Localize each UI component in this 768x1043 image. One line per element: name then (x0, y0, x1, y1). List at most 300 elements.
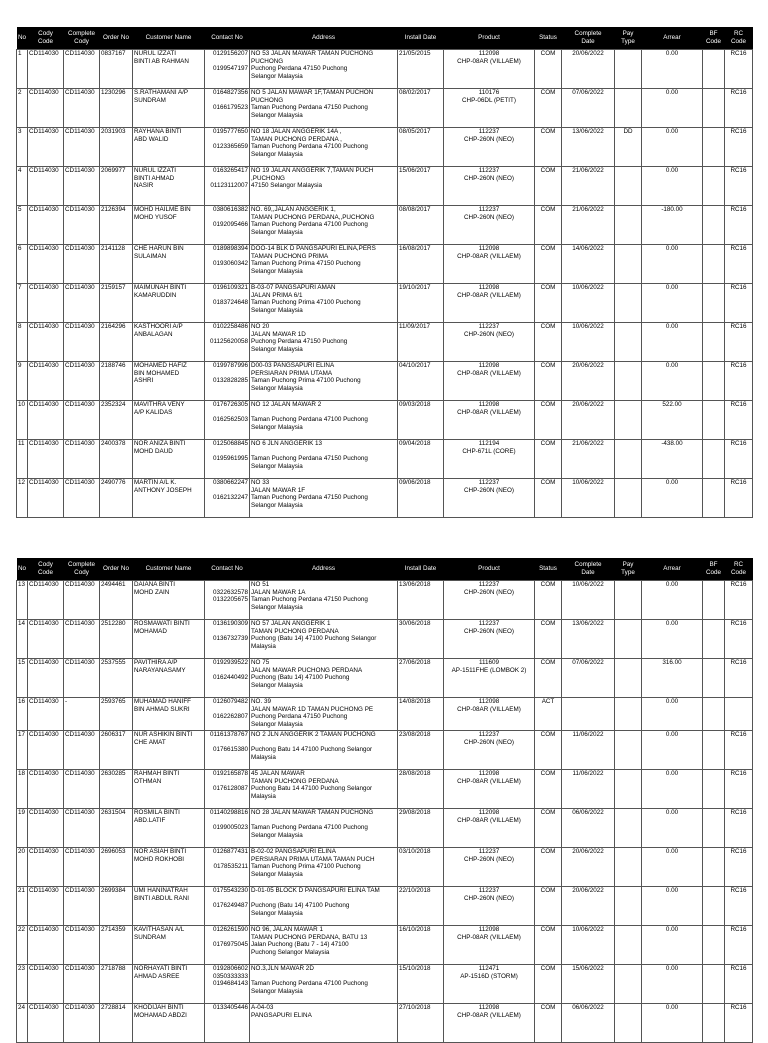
address-line (251, 409, 396, 417)
contact-number-line (206, 895, 248, 903)
address-line: Selangor Malaysia (251, 832, 303, 840)
table-row (17, 440, 753, 479)
address-line: B-02-02 PANGSAPURI ELINA (251, 848, 336, 855)
product-cell (444, 206, 535, 245)
customer-name-line: NOR ASIAH BINTI (134, 848, 187, 855)
product-line: 110176 (478, 89, 500, 96)
status-cell: COM (535, 887, 562, 926)
rc-code-cell: RC16 (725, 809, 753, 848)
rc-code-cell: RC16 (725, 479, 753, 518)
customer-name-cell (133, 401, 205, 440)
contact-number-line (206, 667, 248, 675)
pay-type-cell (615, 1004, 642, 1043)
pay-type-cell (615, 245, 642, 284)
complete-date-cell: 20/06/2022 (562, 887, 615, 926)
customer-name-line: NURUL IZZATI (134, 167, 176, 174)
complete-cody-cell: CD114030 (64, 809, 100, 848)
rc-code-cell: RC16 (725, 659, 753, 698)
product-line: 112098 (478, 926, 500, 933)
contact-number-line (206, 175, 248, 183)
customer-name-line: MOHAMAD ABDZI (134, 1011, 187, 1019)
arrear-cell: 0.00 (642, 284, 703, 323)
address-line: TAMAN PUCHONG PERDANA,,PUCHONG (251, 213, 375, 221)
contact-number-line: 0176975045 (212, 941, 248, 949)
install-date-cell: 08/02/2017 (398, 89, 444, 128)
complete-cody-cell: CD114030 (64, 1004, 100, 1043)
pay-type-cell (615, 167, 642, 206)
cody-code-cell: CD114030 (28, 440, 64, 479)
address-line: Taman Puchong Perdana 47100 Puchong (251, 221, 368, 229)
column-header-text: Code (705, 569, 722, 576)
order-number-cell: 2159157 (100, 284, 133, 323)
contact-number-line: 0178535211 (213, 863, 248, 871)
column-header-text: Complete (574, 30, 602, 38)
column-header (133, 558, 205, 581)
customer-name-cell (133, 770, 205, 809)
bf-code-cell (703, 926, 725, 965)
column-header (642, 558, 703, 581)
customer-name-cell (133, 965, 205, 1004)
customer-name-cell (133, 89, 205, 128)
address-line: NO. 69,,JALAN ANGGERIK 1, (251, 206, 336, 213)
arrear-cell: 0.00 (642, 926, 703, 965)
complete-cody-cell: CD114030 (64, 581, 100, 620)
address-line: NO 6 JLN ANGGERIK 13 (251, 440, 323, 447)
customer-name-line: RAYHANA BINTI (134, 128, 182, 135)
complete-date-cell: 21/06/2022 (562, 440, 615, 479)
row-number-cell: 11 (17, 440, 28, 479)
customer-name-cell (133, 323, 205, 362)
table-row (17, 89, 753, 128)
contact-number-line: 0199787996 (212, 362, 248, 369)
bf-code-cell (703, 698, 725, 731)
address-line: Puchong Selangor Malaysia (251, 949, 330, 957)
address-line: Puchong (Batu 14) 47100 Puchong Selangor (251, 635, 377, 643)
address-line: D00-03 PANGSAPURI ELINA (251, 362, 335, 369)
column-header (703, 27, 725, 50)
row-number-cell: 8 (17, 323, 28, 362)
bf-code-cell (703, 167, 725, 206)
pay-type-cell (615, 698, 642, 731)
product-line: 112098 (478, 770, 500, 777)
product-line: AP-1516D (STORM) (460, 972, 518, 980)
order-number-cell: 2164296 (100, 323, 133, 362)
customer-name-line: SULAIMAN (134, 252, 167, 260)
install-date-cell: 03/10/2018 (398, 848, 444, 887)
contact-number-line: 0162562503 (212, 416, 248, 424)
install-date-cell: 04/10/2017 (398, 362, 444, 401)
order-number-cell: 2126394 (100, 206, 133, 245)
address-cell (250, 479, 398, 518)
product-cell (444, 167, 535, 206)
product-line: 112237 (478, 128, 500, 135)
product-cell (444, 887, 535, 926)
address-line: NO 19 JALAN ANGGERIK 7,TAMAN PUCH (251, 167, 374, 174)
bf-code-cell (703, 1004, 725, 1043)
contact-number-line (206, 136, 248, 144)
row-number-cell: 17 (17, 731, 28, 770)
complete-cody-cell: CD114030 (64, 245, 100, 284)
row-number-cell: 19 (17, 809, 28, 848)
install-date-cell: 22/10/2018 (398, 887, 444, 926)
column-header-text: Customer Name (145, 565, 192, 573)
contact-number-line (206, 706, 248, 714)
address-line: PUCHONG (251, 96, 284, 104)
rc-code-cell: RC16 (725, 440, 753, 479)
complete-cody-cell: CD114030 (64, 362, 100, 401)
product-line: 112098 (478, 50, 500, 57)
address-cell (250, 50, 398, 89)
order-number-cell: 2400378 (100, 440, 133, 479)
status-cell: COM (535, 1004, 562, 1043)
rc-code-cell: RC16 (725, 926, 753, 965)
bf-code-cell (703, 731, 725, 770)
status-cell: COM (535, 965, 562, 1004)
complete-cody-cell: CD114030 (64, 128, 100, 167)
address-line: Taman Puchong Perdana 47100 Puchong (251, 143, 368, 151)
complete-date-cell: 07/06/2022 (562, 659, 615, 698)
contact-number-line: 0126079482 (212, 698, 248, 705)
column-header-text: RC (733, 30, 744, 38)
status-cell: COM (535, 848, 562, 887)
column-header-text: Order No (103, 34, 129, 42)
product-line: CHP-06DL (PETIT) (462, 96, 516, 104)
install-date-cell: 13/06/2018 (398, 581, 444, 620)
table-row (17, 284, 753, 323)
arrear-cell: 0.00 (642, 323, 703, 362)
table-row (17, 50, 753, 89)
product-line: 112237 (478, 323, 500, 330)
product-cell (444, 50, 535, 89)
contact-number-line (206, 739, 248, 747)
complete-cody-cell: CD114030 (64, 479, 100, 518)
arrear-cell: 0.00 (642, 620, 703, 659)
bf-code-cell (703, 479, 725, 518)
install-date-cell: 09/06/2018 (398, 479, 444, 518)
contact-number-line: 0176726305 (212, 401, 248, 408)
row-number-cell: 15 (17, 659, 28, 698)
order-number-cell: 2188746 (100, 362, 133, 401)
bf-code-cell (703, 848, 725, 887)
complete-date-cell: 06/06/2022 (562, 1004, 615, 1043)
column-header-text: RC (733, 561, 744, 569)
complete-cody-cell: CD114030 (64, 89, 100, 128)
product-line: 112237 (478, 479, 500, 486)
address-line: Selangor Malaysia (251, 73, 303, 81)
table-row (17, 620, 753, 659)
contact-number-line: 01161378767 (209, 731, 248, 738)
column-header-text: Address (311, 34, 336, 42)
address-line: PERSIARAN PRIMA UTAMA TAMAN PUCH (251, 855, 375, 863)
address-line: Taman Puchong Perdana 47150 Puchong (251, 104, 368, 112)
contact-number-line: 0132205675 (212, 596, 248, 604)
column-header (100, 558, 133, 581)
contact-number-line: 0166179523 (212, 104, 248, 112)
column-header (205, 27, 250, 50)
address-line: Selangor Malaysia (251, 385, 303, 393)
pay-type-cell (615, 323, 642, 362)
address-line: Selangor Malaysia (251, 307, 303, 315)
customer-name-line: KAVITHASAN A/L (134, 926, 185, 933)
row-number-cell: 18 (17, 770, 28, 809)
pay-type-cell (615, 965, 642, 1004)
product-line: CHP-08AR (VILLAEM) (457, 408, 521, 416)
column-header (17, 27, 28, 50)
product-cell (444, 362, 535, 401)
address-line: Taman Puchong Prima 47100 Puchong (251, 377, 361, 385)
address-cell (250, 167, 398, 206)
customer-name-cell (133, 245, 205, 284)
rc-code-cell: RC16 (725, 323, 753, 362)
rc-code-cell: RC16 (725, 89, 753, 128)
address-line (251, 739, 396, 747)
bf-code-cell (703, 887, 725, 926)
customer-name-cell (133, 167, 205, 206)
complete-cody-cell: CD114030 (64, 440, 100, 479)
column-header-text: Date (581, 569, 595, 576)
address-line: NO 53 JALAN MAWAR TAMAN PUCHONG (251, 50, 374, 57)
customer-name-line: NURUL IZZATI (134, 50, 176, 57)
table-row (17, 581, 753, 620)
rc-code-cell: RC16 (725, 128, 753, 167)
column-header-text: Product (478, 565, 500, 573)
install-date-cell: 14/08/2018 (398, 698, 444, 731)
address-line: JALAN MAWAR 1D TAMAN PUCHONG PE (251, 705, 374, 713)
customer-name-cell (133, 926, 205, 965)
address-line: NO 18 JALAN ANGGERIK 14A , (251, 128, 342, 135)
product-line: CHP-260N (NEO) (463, 213, 515, 221)
column-header-text: Type (621, 38, 635, 45)
rc-code-cell: RC16 (725, 284, 753, 323)
complete-date-cell: 10/06/2022 (562, 479, 615, 518)
complete-cody-cell: CD114030 (64, 206, 100, 245)
customer-name-line: ROSMAWATI BINTI (134, 620, 190, 627)
column-header-text: Product (478, 34, 500, 42)
column-header (205, 558, 250, 581)
install-date-cell: 16/08/2017 (398, 245, 444, 284)
rc-code-cell: RC16 (725, 620, 753, 659)
cody-code-cell: CD114030 (28, 206, 64, 245)
product-line: CHP-08AR (VILLAEM) (457, 1011, 521, 1019)
contact-number-line: 0195961995 (212, 455, 248, 463)
product-cell (444, 965, 535, 1004)
product-cell (444, 284, 535, 323)
row-number-cell: 24 (17, 1004, 28, 1043)
customer-name-cell (133, 887, 205, 926)
contact-number-line (206, 97, 248, 105)
customer-name-cell (133, 128, 205, 167)
address-line: Malaysia (251, 643, 276, 651)
customer-name-line: ABD WALID (134, 135, 169, 143)
column-header-text: Date (581, 38, 595, 45)
address-cell (250, 926, 398, 965)
status-cell: COM (535, 128, 562, 167)
contact-number-line (206, 448, 248, 456)
complete-cody-cell: CD114030 (64, 965, 100, 1004)
address-line: Taman Puchong Perdana 47100 Puchong (251, 416, 368, 424)
bf-code-cell (703, 401, 725, 440)
rc-code-cell: RC16 (725, 1004, 753, 1043)
address-line: Puchong Perdana 47150 Puchong (251, 65, 348, 73)
customer-name-line: MAIMUNAH BINTI (134, 284, 187, 291)
pay-type-cell (615, 731, 642, 770)
column-header-text: No (17, 34, 27, 42)
contact-number-line: 0126261590 (212, 926, 248, 933)
status-cell: COM (535, 926, 562, 965)
rc-code-cell: RC16 (725, 401, 753, 440)
contact-number-line (206, 778, 248, 786)
pay-type-cell (615, 926, 642, 965)
order-number-cell: 2490776 (100, 479, 133, 518)
address-line: TAMAN PUCHONG PRIMA (251, 252, 329, 260)
address-cell (250, 284, 398, 323)
address-cell (250, 770, 398, 809)
contact-number-cell (205, 770, 250, 809)
address-line: Selangor Malaysia (251, 346, 303, 354)
product-line: AP-1511FHE (LOMBOK 2) (451, 666, 527, 674)
cody-code-cell: CD114030 (28, 848, 64, 887)
customer-name-cell (133, 581, 205, 620)
product-line: CHP-08AR (VILLAEM) (457, 57, 521, 65)
customer-name-line: MARTIN A/L K. (134, 479, 177, 486)
column-header (250, 27, 398, 50)
contact-number-cell (205, 362, 250, 401)
status-cell: COM (535, 731, 562, 770)
column-header (562, 558, 615, 581)
complete-cody-cell: - (64, 698, 100, 731)
address-line: NO 2 JLN ANGGERIK 2 TAMAN PUCHONG (251, 731, 376, 738)
pay-type-cell (615, 581, 642, 620)
contact-number-cell (205, 1004, 250, 1043)
cody-code-cell: CD114030 (28, 965, 64, 1004)
contact-number-line: 01125620058 (209, 338, 248, 346)
row-number-cell: 22 (17, 926, 28, 965)
customer-name-line: MOHD ROKHOBI (134, 855, 185, 863)
complete-date-cell: 07/06/2022 (562, 89, 615, 128)
complete-date-cell: 13/06/2022 (562, 620, 615, 659)
product-line: CHP-260N (NEO) (463, 135, 515, 143)
install-date-cell: 08/05/2017 (398, 128, 444, 167)
complete-cody-cell: CD114030 (64, 167, 100, 206)
address-cell (250, 401, 398, 440)
contact-number-line (206, 1019, 248, 1027)
bf-code-cell (703, 323, 725, 362)
install-date-cell: 29/08/2018 (398, 809, 444, 848)
address-line: JALAN PRIMA 6/1 (251, 291, 303, 299)
complete-date-cell: 15/06/2022 (562, 965, 615, 1004)
contact-number-line: 0133405446 (212, 1004, 248, 1011)
column-header-text: Complete (574, 561, 602, 569)
arrear-cell: 0.00 (642, 362, 703, 401)
order-number-cell: 2699384 (100, 887, 133, 926)
column-header-text: Code (730, 38, 747, 45)
order-number-cell: 2537555 (100, 659, 133, 698)
contact-number-line (206, 487, 248, 495)
complete-date-cell (562, 698, 615, 731)
customer-name-line: NUR ASHIKIN BINTI (134, 731, 193, 738)
product-line: 112098 (478, 809, 500, 816)
contact-number-line: 0123365659 (212, 143, 248, 151)
table-row (17, 1004, 753, 1043)
address-line: Selangor Malaysia (251, 151, 303, 159)
cody-code-cell: CD114030 (28, 659, 64, 698)
order-number-cell: 2714359 (100, 926, 133, 965)
address-line: Taman Puchong Perdana 47100 Puchong (251, 980, 368, 988)
contact-number-line (206, 934, 248, 942)
address-cell (250, 440, 398, 479)
address-cell (250, 323, 398, 362)
column-header-text: Status (539, 565, 557, 573)
complete-date-cell: 11/06/2022 (562, 731, 615, 770)
address-line: ,PUCHONG (251, 174, 285, 182)
order-number-cell: 1230296 (100, 89, 133, 128)
address-cell (250, 362, 398, 401)
column-header-text: Complete (68, 561, 95, 569)
column-header (64, 558, 100, 581)
complete-cody-cell: CD114030 (64, 284, 100, 323)
address-line: Taman Puchong Perdana 47150 Puchong (251, 494, 368, 502)
product-line: CHP-08AR (VILLAEM) (457, 816, 521, 824)
contact-number-line: 0183724648 (212, 299, 248, 307)
row-number-cell: 2 (17, 89, 28, 128)
arrear-cell: 0.00 (642, 809, 703, 848)
table-row (17, 362, 753, 401)
order-number-cell: 2494461 (100, 581, 133, 620)
contact-number-line (206, 331, 248, 339)
complete-date-cell: 13/06/2022 (562, 128, 615, 167)
customer-name-cell (133, 809, 205, 848)
table-row (17, 167, 753, 206)
pay-type-cell (615, 620, 642, 659)
address-cell (250, 809, 398, 848)
complete-date-cell: 10/06/2022 (562, 581, 615, 620)
customer-name-line: NASIR (134, 182, 154, 190)
row-number-cell: 12 (17, 479, 28, 518)
product-line: 112098 (478, 1004, 500, 1011)
contact-number-line: 0132828285 (212, 377, 248, 385)
row-number-cell: 21 (17, 887, 28, 926)
address-line: NO 75 (251, 659, 270, 666)
cody-code-cell: CD114030 (28, 89, 64, 128)
status-cell: ACT (535, 698, 562, 731)
product-line: 111609 (478, 659, 500, 666)
address-line: NO 57 JALAN ANGGERIK 1 (251, 620, 331, 627)
complete-cody-cell: CD114030 (64, 887, 100, 926)
install-date-cell: 09/03/2018 (398, 401, 444, 440)
table-row (17, 128, 753, 167)
rc-code-cell: RC16 (725, 770, 753, 809)
column-header (398, 558, 444, 581)
address-line: Puchong (Batu 14) 47100 Puchong (251, 902, 350, 910)
address-line: B-03-07 PANGSAPURI AMAN (251, 284, 336, 291)
contact-number-cell (205, 887, 250, 926)
customer-name-line: MOHD HAILME BIN (134, 206, 191, 213)
customer-name-line: MOHD DAUD (134, 447, 173, 455)
product-line: 112237 (478, 848, 500, 855)
customer-name-line: ANBALAGAN (134, 330, 173, 338)
table-row (17, 926, 753, 965)
row-number-cell: 16 (17, 698, 28, 731)
arrear-cell: -438.00 (642, 440, 703, 479)
address-line: TAMAN PUCHONG PERDANA (251, 777, 339, 785)
customer-name-line: CHE HARUN BIN (134, 245, 184, 252)
address-line (251, 1019, 396, 1027)
product-line: CHP-08AR (VILLAEM) (457, 705, 521, 713)
contact-number-line: 0380616382 (212, 206, 248, 213)
pay-type-cell (615, 770, 642, 809)
customer-name-line: RAHMAH BINTI (134, 770, 180, 777)
address-cell (250, 848, 398, 887)
